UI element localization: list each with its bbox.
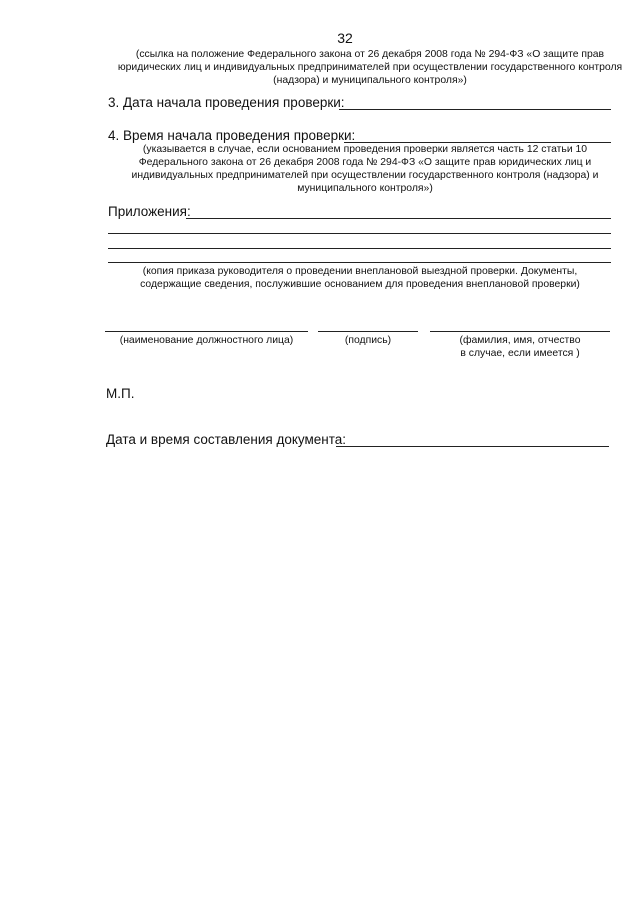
attachments-note-line: (копия приказа руководителя о проведении внеплановой выездной проверки. Документы,: [142, 266, 578, 277]
attachments-note: [110, 265, 610, 291]
position-field[interactable]: [105, 331, 308, 332]
reference-note-line: (надзора) и муниципального контроля»): [273, 75, 467, 86]
compiled-datetime-field[interactable]: [336, 446, 609, 447]
item4-note-line: индивидуальных предпринимателей при осуществлении государственного контроля (надзора) и: [131, 170, 599, 181]
attachments-label: Приложения:: [108, 204, 191, 219]
item4-note-line: Федерального закона от 26 декабря 2008 года № 294-ФЗ «О защите прав юридических лиц и: [138, 157, 592, 168]
attachments-field-line[interactable]: [108, 248, 611, 249]
stamp-label: М.П.: [106, 386, 135, 401]
item4-label: 4. Время начала проведения проверки:: [108, 128, 356, 143]
item4-note-line: муниципального контроля»): [297, 183, 433, 194]
item4-note: [105, 143, 625, 195]
position-caption: (наименование должностного лица): [119, 335, 294, 346]
attachments-note-line: содержащие сведения, послужившие основанием для проведения внеплановой проверки): [140, 279, 580, 290]
reference-note-line: юридических лиц и индивидуальных предпринимателей при осуществлении государственного контроля: [117, 62, 623, 73]
item4-note-line: (указывается в случае, если основанием проведения проверки является часть 12 статьи 10: [142, 144, 588, 155]
full-name-caption-line: в случае, если имеется ): [460, 348, 580, 359]
compiled-label: Дата и время составления документа:: [106, 432, 347, 447]
item3-label: 3. Дата начала проведения проверки:: [108, 95, 345, 110]
full-name-caption: [430, 334, 610, 360]
signature-caption: (подпись): [344, 335, 392, 346]
attachments-field-line[interactable]: [108, 262, 611, 263]
attachments-field-line[interactable]: [108, 233, 611, 234]
attachments-field-line[interactable]: [186, 218, 611, 219]
item3-date-field[interactable]: [339, 109, 611, 110]
reference-note-line: (ссылка на положение Федерального закона от 26 декабря 2008 года № 294-ФЗ «О защите прав: [135, 49, 605, 60]
full-name-field[interactable]: [430, 331, 610, 332]
full-name-caption-line: (фамилия, имя, отчество: [459, 335, 581, 346]
signature-field[interactable]: [318, 331, 418, 332]
page-number: 32: [337, 30, 353, 46]
reference-note: [100, 48, 640, 87]
